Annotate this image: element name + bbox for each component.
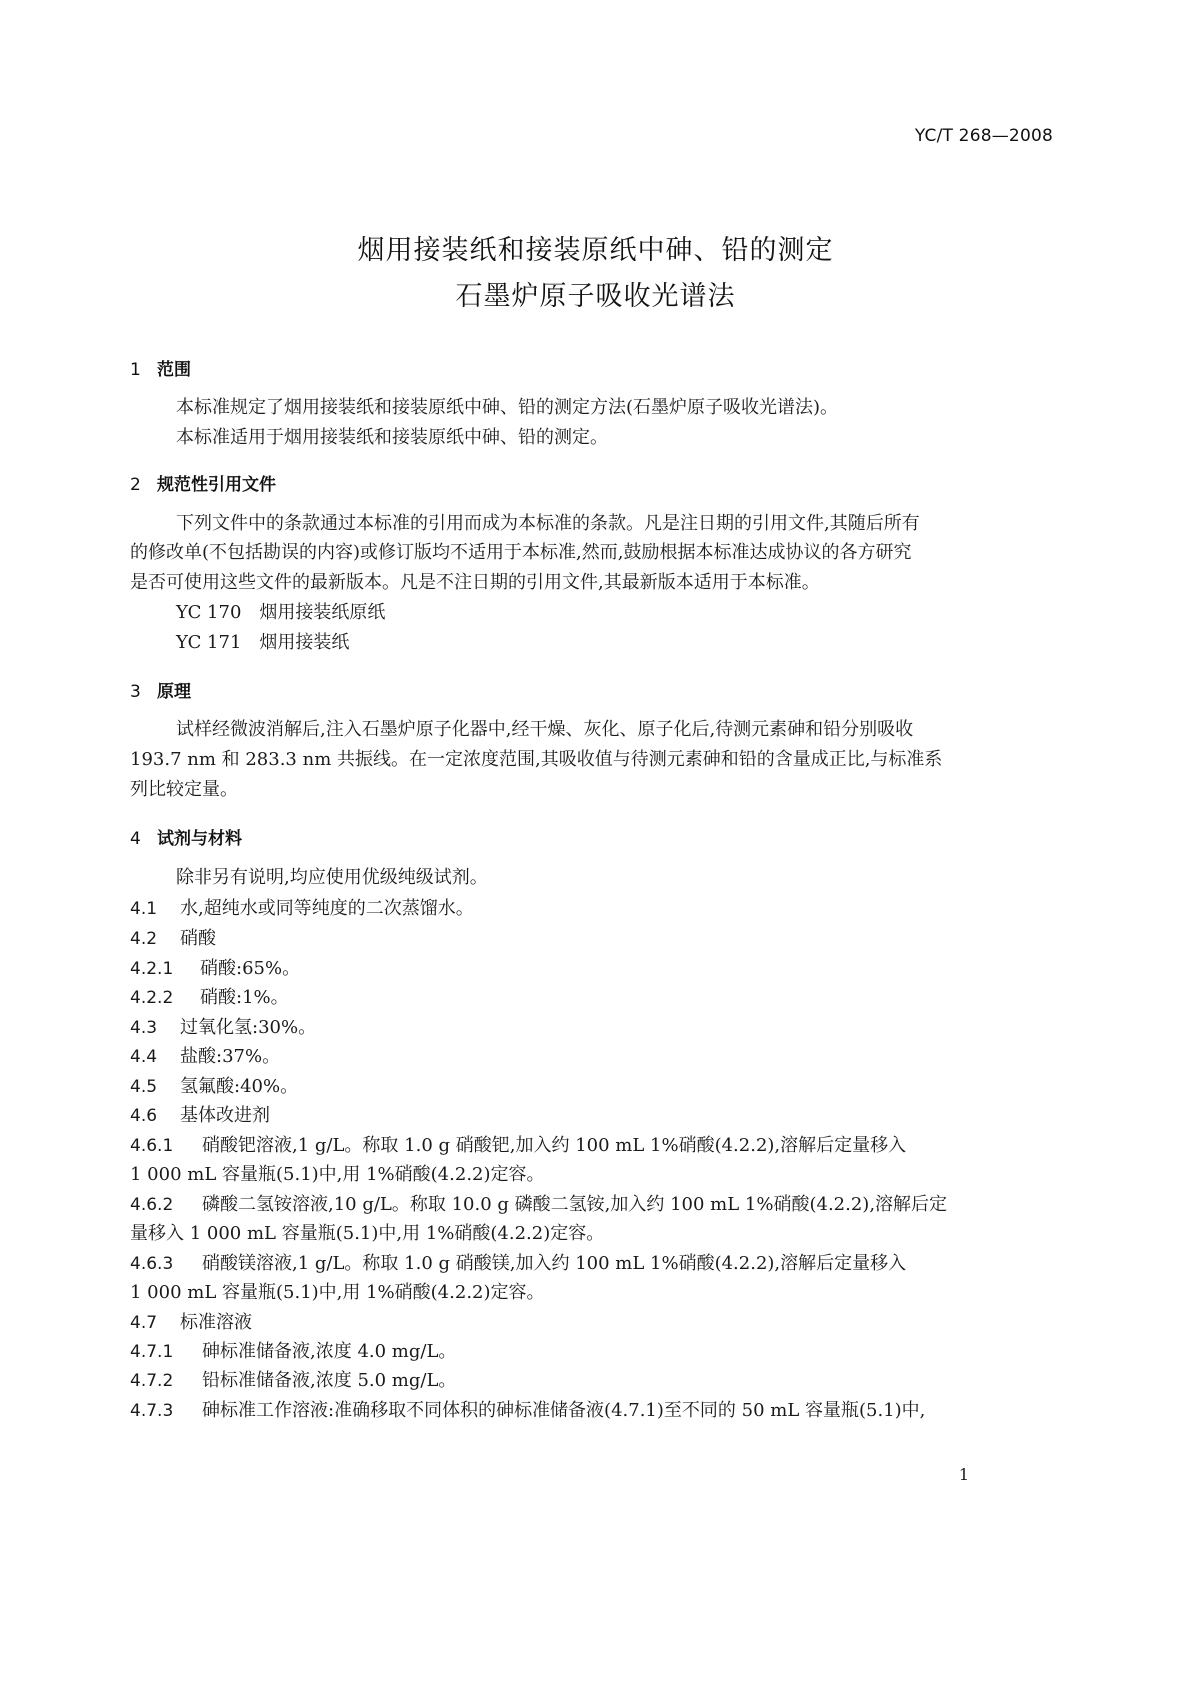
clause-number: 4.5 bbox=[130, 1077, 158, 1097]
clause-number: 4.2.2 bbox=[130, 988, 174, 1008]
clause-text: 硝酸 bbox=[180, 928, 216, 949]
document-title-line-2: 石墨炉原子吸收光谱法 bbox=[455, 281, 736, 312]
document-title-line-1: 烟用接装纸和接装原纸中砷、铅的测定 bbox=[357, 235, 834, 266]
section-title: 范围 bbox=[157, 360, 191, 380]
clause-text: 铅标准储备液,浓度 5.0 mg/L。 bbox=[202, 1370, 457, 1391]
page-number: 1 bbox=[958, 1465, 969, 1484]
clause-number: 4.7.1 bbox=[130, 1342, 174, 1362]
section-number: 4 bbox=[130, 829, 141, 849]
clause-text: 硝酸钯溶液,1 g/L。称取 1.0 g 硝酸钯,加入约 100 mL 1%硝酸(4.2.2),溶解后定量移入 bbox=[202, 1135, 907, 1156]
clause-continuation: 量移入 1 000 mL 容量瓶(5.1)中,用 1%硝酸(4.2.2)定容。 bbox=[130, 1223, 605, 1244]
paragraph: 除非另有说明,均应使用优级纯级试剂。 bbox=[176, 867, 488, 888]
clause-text: 过氧化氢:30%。 bbox=[180, 1017, 317, 1038]
paragraph: 本标准规定了烟用接装纸和接装原纸中砷、铅的测定方法(石墨炉原子吸收光谱法)。 bbox=[176, 397, 839, 418]
clause-4-2-1 bbox=[130, 957, 300, 981]
clause-text: 砷标准储备液,浓度 4.0 mg/L。 bbox=[202, 1341, 457, 1362]
paragraph-line: 下列文件中的条款通过本标准的引用而成为本标准的条款。凡是注日期的引用文件,其随后所有 bbox=[176, 513, 920, 534]
clause-4-6 bbox=[130, 1104, 270, 1128]
clause-number: 4.2.1 bbox=[130, 959, 174, 979]
paragraph-line: 试样经微波消解后,注入石墨炉原子化器中,经干燥、灰化、原子化后,待测元素砷和铅分别吸收 bbox=[176, 719, 914, 740]
clause-text: 硝酸镁溶液,1 g/L。称取 1.0 g 硝酸镁,加入约 100 mL 1%硝酸(4.2.2),溶解后定量移入 bbox=[202, 1253, 907, 1274]
section-2-heading bbox=[130, 470, 276, 495]
normative-reference: YC 170 烟用接装纸原纸 bbox=[176, 602, 386, 623]
clause-number: 4.3 bbox=[130, 1018, 158, 1038]
clause-text: 盐酸:37%。 bbox=[180, 1046, 281, 1067]
clause-text: 硝酸:1%。 bbox=[200, 987, 289, 1008]
clause-number: 4.1 bbox=[130, 899, 158, 919]
clause-number: 4.2 bbox=[130, 929, 158, 949]
clause-4-2-2 bbox=[130, 986, 289, 1010]
clause-number: 4.7.3 bbox=[130, 1401, 174, 1421]
normative-reference: YC 171 烟用接装纸 bbox=[176, 632, 350, 653]
clause-number: 4.6.3 bbox=[130, 1254, 174, 1274]
clause-4-6-3 bbox=[130, 1252, 906, 1276]
clause-number: 4.6.2 bbox=[130, 1195, 174, 1215]
paragraph-line: 193.7 nm 和 283.3 nm 共振线。在一定浓度范围,其吸收值与待测元素砷和铅的含量成正比,与标准系 bbox=[130, 749, 943, 770]
section-number: 2 bbox=[130, 475, 141, 495]
section-title: 试剂与材料 bbox=[157, 829, 242, 849]
clause-continuation: 1 000 mL 容量瓶(5.1)中,用 1%硝酸(4.2.2)定容。 bbox=[130, 1282, 545, 1303]
clause-text: 硝酸:65%。 bbox=[200, 958, 301, 979]
clause-4-3 bbox=[130, 1016, 316, 1040]
clause-4-7 bbox=[130, 1311, 252, 1335]
clause-4-5 bbox=[130, 1075, 298, 1099]
paragraph-line: 是否可使用这些文件的最新版本。凡是不注日期的引用文件,其最新版本适用于本标准。 bbox=[130, 572, 820, 593]
section-4-heading bbox=[130, 824, 242, 849]
clause-number: 4.7 bbox=[130, 1313, 158, 1333]
paragraph-line: 的修改单(不包括勘误的内容)或修订版均不适用于本标准,然而,鼓励根据本标准达成协议的各方研究 bbox=[130, 542, 912, 563]
section-title: 原理 bbox=[157, 682, 191, 702]
clause-number: 4.6.1 bbox=[130, 1136, 174, 1156]
clause-4-1 bbox=[130, 897, 474, 921]
clause-text: 水,超纯水或同等纯度的二次蒸馏水。 bbox=[180, 898, 474, 919]
clause-text: 磷酸二氢铵溶液,10 g/L。称取 10.0 g 磷酸二氢铵,加入约 100 mL 1%硝酸(4.2.2),溶解后定 bbox=[202, 1194, 948, 1215]
clause-text: 标准溶液 bbox=[180, 1312, 252, 1333]
clause-number: 4.7.2 bbox=[130, 1371, 174, 1391]
clause-text: 基体改进剂 bbox=[180, 1105, 270, 1126]
section-number: 3 bbox=[130, 682, 141, 702]
section-3-heading bbox=[130, 677, 191, 702]
section-1-heading bbox=[130, 355, 191, 380]
section-number: 1 bbox=[130, 360, 141, 380]
paragraph: 本标准适用于烟用接装纸和接装原纸中砷、铅的测定。 bbox=[176, 427, 608, 448]
standard-code: YC/T 268—2008 bbox=[914, 126, 1053, 146]
clause-text: 氢氟酸:40%。 bbox=[180, 1076, 299, 1097]
clause-4-7-1 bbox=[130, 1340, 456, 1364]
section-title: 规范性引用文件 bbox=[157, 475, 276, 495]
paragraph-line: 列比较定量。 bbox=[130, 779, 238, 800]
clause-4-7-2 bbox=[130, 1369, 456, 1393]
clause-4-4 bbox=[130, 1045, 280, 1069]
clause-4-2 bbox=[130, 927, 216, 951]
clause-4-6-2 bbox=[130, 1193, 947, 1217]
clause-number: 4.6 bbox=[130, 1106, 158, 1126]
clause-number: 4.4 bbox=[130, 1047, 158, 1067]
clause-4-6-1 bbox=[130, 1134, 906, 1158]
clause-4-7-3 bbox=[130, 1399, 925, 1423]
clause-continuation: 1 000 mL 容量瓶(5.1)中,用 1%硝酸(4.2.2)定容。 bbox=[130, 1164, 545, 1185]
clause-text: 砷标准工作溶液:准确移取不同体积的砷标准储备液(4.7.1)至不同的 50 mL 容量瓶(5.1)中, bbox=[202, 1400, 926, 1421]
